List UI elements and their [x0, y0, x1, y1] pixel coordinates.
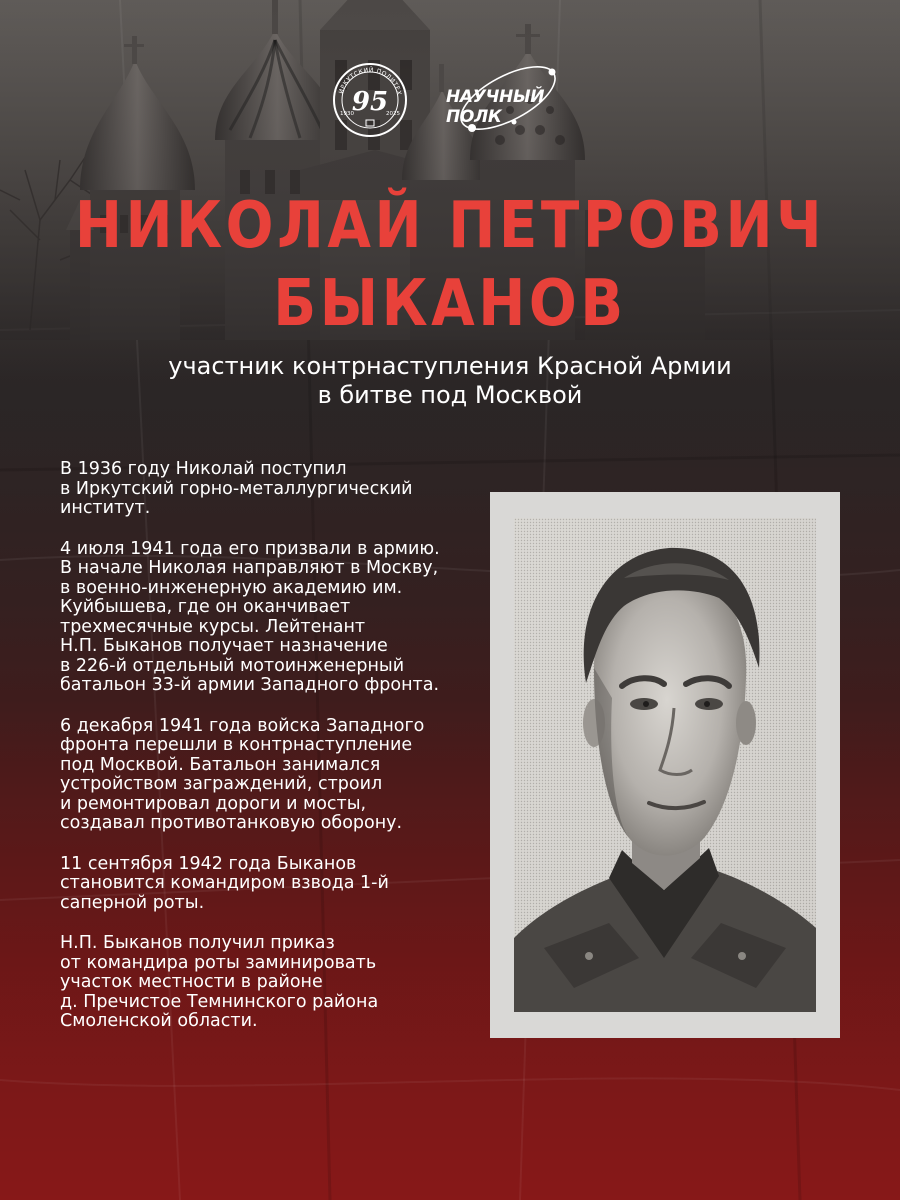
bio-paragraph: [60, 855, 480, 914]
anniversary-arc-text: ИРКУТСКИЙ ПОЛИТЕХ: [337, 66, 403, 97]
anniversary-number: 95: [351, 87, 389, 117]
bio-line: создавал противотанковую оборону.: [60, 813, 403, 833]
bio-line: устройством заграждений, строил: [60, 774, 383, 794]
bio-line: институт.: [60, 498, 151, 518]
portrait-frame: [490, 492, 840, 1038]
bio-line: Н.П. Быканов получил приказ: [60, 933, 335, 953]
bio-line: саперной роты.: [60, 892, 205, 913]
bio-paragraph: [60, 540, 480, 696]
bio-line: 11 сентября 1942 года Быканов: [60, 853, 357, 874]
bio-line: 4 июля 1941 года его призвали в армию.: [60, 538, 440, 559]
bio-line: Смоленской области.: [60, 1011, 258, 1031]
bio-line: д. Пречистое Темнинского района: [60, 991, 379, 1012]
biography-text: [60, 460, 480, 1053]
bio-line: фронта перешли в контрнаступление: [60, 735, 413, 755]
scientific-regiment-label: НАУЧНЫЙ ПОЛК: [446, 87, 545, 127]
subtitle-second-line: в битве под Москвой: [317, 381, 583, 409]
bio-line: В 1936 году Николай поступил: [60, 459, 347, 479]
bio-line: под Москвой. Батальон занимался: [60, 754, 381, 775]
bio-line: в 226-й отдельный мотоинженерный: [60, 655, 405, 676]
bio-paragraph: [60, 460, 480, 519]
page-title-second-line: БЫКАНОВ: [273, 267, 627, 341]
anniversary-year-end: 2025: [386, 111, 400, 117]
bio-paragraph: [60, 934, 480, 1032]
bio-line: в военно-инженерную академию им.: [60, 577, 403, 598]
bio-line: 6 декабря 1941 года войска Западного: [60, 715, 425, 736]
bio-line: батальон 33-й армии Западного фронта.: [60, 675, 440, 695]
anniversary-95-emblem: [330, 60, 410, 140]
bio-line: В начале Николая направляют в Москву,: [60, 558, 439, 578]
anniversary-year-start: 1930: [340, 111, 354, 117]
bio-line: Н.П. Быканов получает назначение: [60, 636, 388, 656]
logo-bar: [0, 60, 900, 140]
bio-paragraph: [60, 717, 480, 834]
bio-line: и ремонтировал дороги и мосты,: [60, 793, 367, 814]
subtitle-first-line: участник контрнаступления Красной Армии: [168, 352, 732, 380]
soldier-portrait-photo: [514, 518, 816, 1012]
bio-line: Куйбышева, где он оканчивает: [60, 597, 351, 617]
bio-line: участок местности в районе: [60, 972, 323, 992]
bio-line: от командира роты заминировать: [60, 952, 377, 973]
scientific-regiment-logo: [438, 62, 588, 142]
page-title-first-line: НИКОЛАЙ ПЕТРОВИЧ: [74, 189, 826, 263]
bio-line: становится командиром взвода 1-й: [60, 873, 389, 893]
bio-line: в Иркутский горно-металлургический: [60, 478, 413, 499]
bio-line: трехмесячные курсы. Лейтенант: [60, 616, 366, 637]
